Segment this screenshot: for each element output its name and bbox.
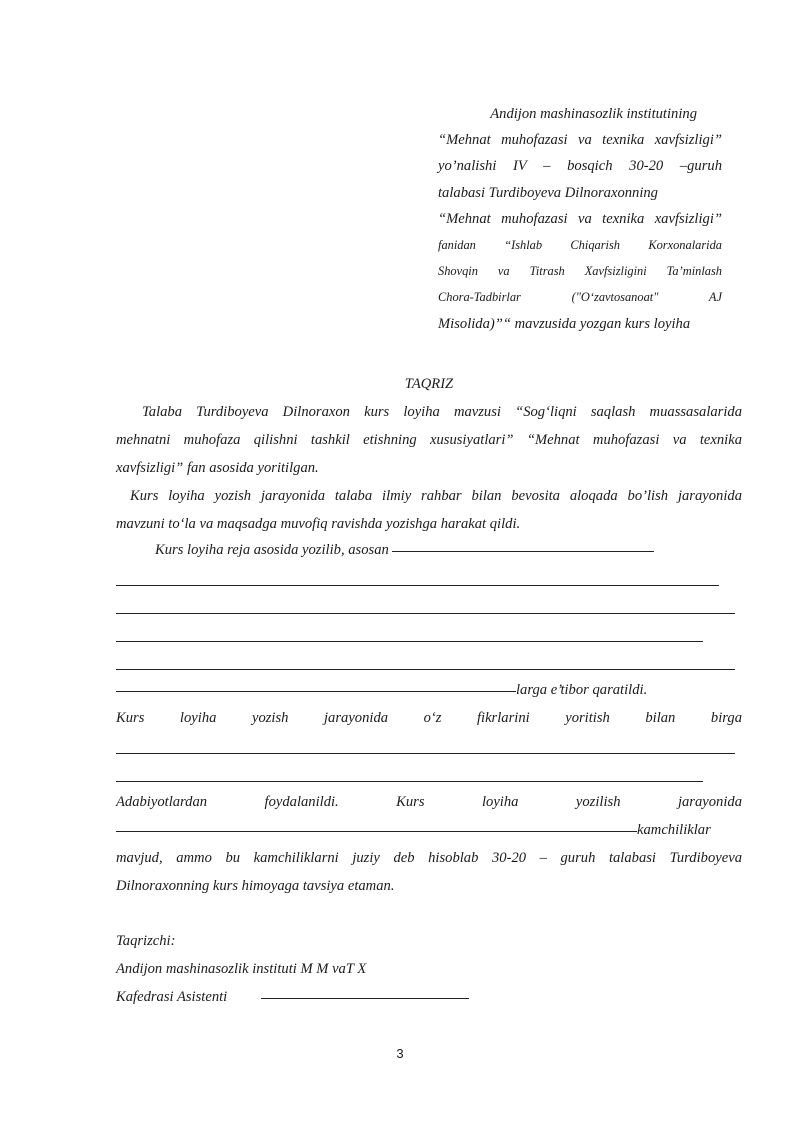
paragraph-intro-line-1: Talaba Turdiboyeva Dilnoraxon kurs loyiha mavzusi “Sog‘liqni saqlash muassasalarida (142, 404, 742, 420)
attention-blank (116, 691, 516, 692)
plan-line (155, 536, 654, 564)
header-line-student: talabasi Turdiboyeva Dilnoraxonning (438, 184, 658, 201)
paragraph-intro-line-3: xavfsizligi” fan asosida yoritilgan. (116, 460, 319, 476)
reviewer-position: Kafedrasi Asistenti (116, 989, 228, 1005)
blank-line-3 (116, 641, 703, 642)
shortcomings-text: kamchiliklar (637, 822, 711, 838)
page-title: TAQRIZ (404, 376, 454, 392)
signature-blank (261, 998, 469, 999)
attention-text: larga e’tibor qaratildi. (516, 682, 648, 698)
header-line-program: “Mehnat muhofazasi va texnika xavfsizligi” (438, 132, 722, 149)
thoughts-line: Kurs loyiha yozish jarayonida o‘z fikrlarini yoritish bilan birga (116, 710, 742, 726)
header-line-institute: Andijon mashinasozlik institutining (490, 106, 697, 122)
paragraph-intro-line-2: mehnatni muhofaza qilishni tashkil etishning xususiyatlari” “Mehnat muhofazasi va texnika (116, 432, 742, 448)
header-line-topic-3: Chora-Tadbirlar ("O‘zavtosanoat" AJ (438, 290, 722, 305)
reviewer-position-line (116, 983, 469, 1011)
blank-line-4 (116, 669, 735, 670)
conclusion-line-1: mavjud, ammo bu kamchiliklarni juziy deb hisoblab 30-20 – guruh talabasi Turdiboyeva (116, 850, 742, 866)
paragraph-process-line-1: Kurs loyiha yozish jarayonida talaba ilmiy rahbar bilan bevosita aloqada bo’lish jarayonida (130, 488, 742, 504)
plan-intro-text: Kurs loyiha reja asosida yozilib, asosan (155, 542, 389, 558)
shortcomings-blank (116, 831, 637, 832)
header-line-topic-4: Misolida)”“ mavzusida yozgan kurs loyiha (438, 315, 691, 332)
literature-block (116, 788, 742, 816)
blank-line-6 (116, 781, 703, 782)
header-line-topic-2: Shovqin va Titrash Xavfsizligini Ta’minlash (438, 264, 722, 279)
plan-blank (392, 551, 654, 552)
conclusion-block (116, 844, 742, 900)
paragraph-intro (116, 398, 742, 482)
reviewer-label: Taqrizchi: (116, 933, 176, 949)
shortcomings-line (116, 816, 711, 844)
paragraph-process-line-2: mavzuni to‘la va maqsadga muvofiq ravishda yozishga harakat qildi. (116, 516, 521, 532)
conclusion-line-2: Dilnoraxonning kurs himoyaga tavsiya etaman. (116, 878, 395, 894)
header-address (438, 101, 722, 337)
blank-line-1 (116, 585, 719, 586)
header-line-topic-1: fanidan “Ishlab Chiqarish Korxonalarida (438, 237, 722, 252)
attention-line (116, 676, 647, 704)
header-line-subject: “Mehnat muhofazasi va texnika xavfsizligi” (438, 210, 722, 227)
header-line-stage: yo’nalishi IV – bosqich 30-20 –guruh (438, 158, 722, 175)
page-number: 3 (396, 1046, 404, 1061)
thoughts-block (116, 704, 742, 732)
paragraph-process (116, 482, 742, 538)
blank-line-5 (116, 753, 735, 754)
reviewer-institute: Andijon mashinasozlik instituti M M vaT X (116, 961, 367, 977)
blank-line-2 (116, 613, 735, 614)
literature-line: Adabiyotlardan foydalanildi. Kurs loyiha yozilish jarayonida (116, 794, 742, 810)
